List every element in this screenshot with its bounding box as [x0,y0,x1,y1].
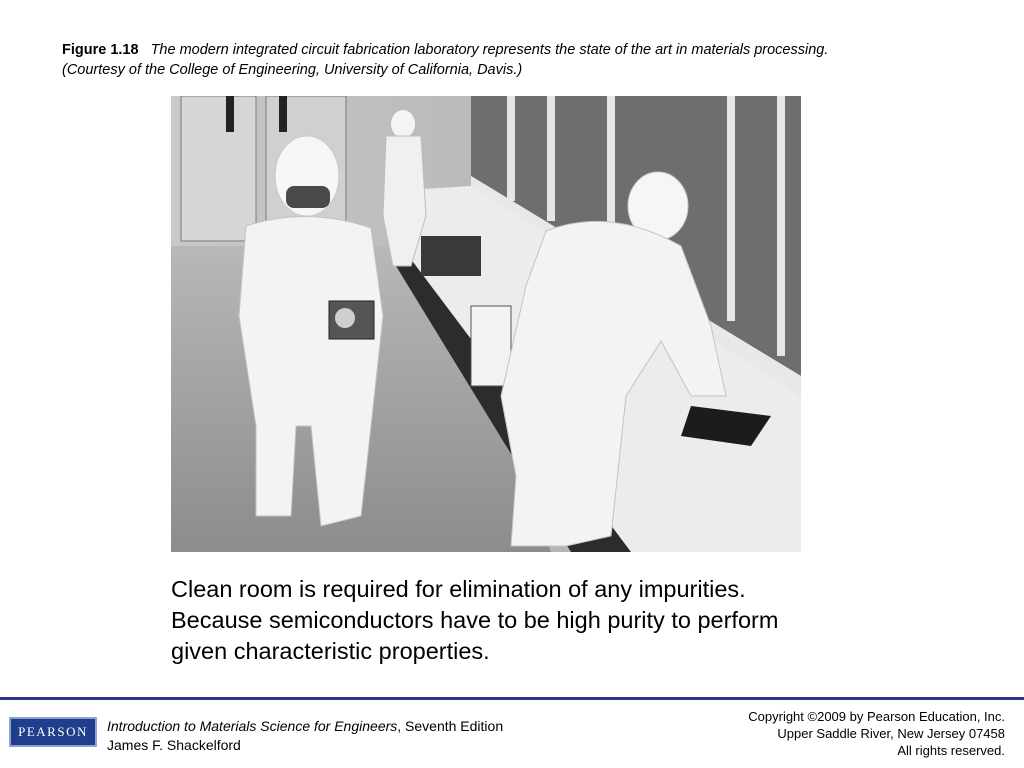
footer-divider [0,697,1024,700]
body-line: given characteristic properties. [171,638,490,664]
copyright-line: Copyright ©2009 by Pearson Education, Inc. [748,709,1005,724]
rights-line: All rights reserved. [897,743,1005,758]
book-edition: , Seventh Edition [397,718,504,734]
logo-text: PEARSON [18,724,88,739]
pearson-logo [9,717,97,747]
copyright-block [748,708,1005,759]
figure-credit: (Courtesy of the College of Engineering, University of California, Davis.) [62,62,523,78]
book-author: James F. Shackelford [107,737,241,753]
body-line: Clean room is required for elimination of any impurities. [171,576,746,602]
body-paragraph [171,574,871,667]
figure-label: Figure 1.18 [62,42,139,58]
cleanroom-illustration [171,96,801,552]
book-title: Introduction to Materials Science for Engineers [107,718,398,734]
figure-caption [62,40,1002,80]
figure-caption-text: The modern integrated circuit fabrication laboratory represents the state of the art in materials processing. [150,42,829,58]
cleanroom-photo [171,96,801,552]
publisher-address: Upper Saddle River, New Jersey 07458 [777,726,1005,741]
book-citation [107,717,503,755]
body-line: Because semiconductors have to be high purity to perform [171,607,779,633]
